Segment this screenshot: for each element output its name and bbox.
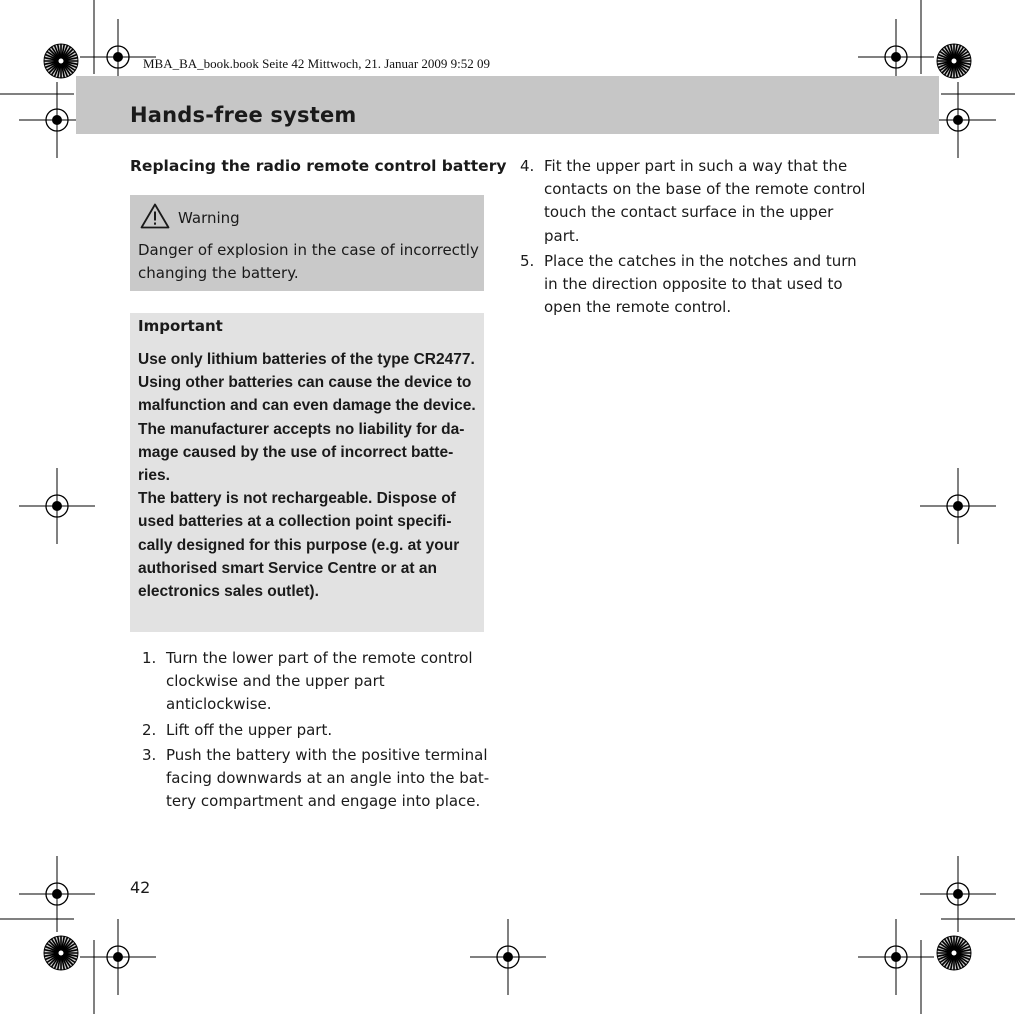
step-number: 1.: [142, 649, 157, 667]
warning-box: [130, 195, 484, 291]
important-label: Important: [138, 317, 223, 335]
step-text: Lift off the upper part.: [166, 720, 333, 739]
important-paragraphs: [138, 348, 480, 603]
page-heading: Replacing the radio remote control battery: [130, 157, 507, 175]
important-paragraph: The battery is not rechargeable. Dispose of used batteries at a collection point specifi-cally designed for this purpose (e.g. at your authorised smart Service Centre or at an electronics sales outlet).: [138, 490, 460, 601]
step-number: 4.: [520, 157, 535, 175]
step-number: 5.: [520, 251, 535, 270]
list-item: [130, 744, 490, 814]
step-text: Place the catches in the notches and turn in the direction opposite to that used to open the remote control.: [544, 251, 857, 317]
important-paragraph: The manufacturer accepts no liability for da-mage caused by the use of incorrect batte-ries.: [138, 420, 465, 485]
section-title: Hands-free system: [130, 103, 357, 127]
steps-list-right: [508, 155, 868, 321]
step-number: 3.: [142, 745, 157, 764]
list-item: [130, 719, 490, 742]
warning-label: Warning: [178, 209, 240, 227]
list-item: [508, 155, 868, 248]
step-text: Fit the upper part in such a way that the contacts on the base of the remote control touch the contact surface in the upper part.: [544, 157, 866, 245]
warning-triangle-icon: [140, 203, 170, 233]
list-item: [130, 647, 490, 717]
step-text: Push the battery with the positive terminal facing downwards at an angle into the bat-tery compartment and engage into place.: [166, 745, 490, 811]
important-paragraph: Use only lithium batteries of the type CR2477. Using other batteries can cause the device to malfunction and can even damage the device.: [138, 351, 476, 415]
warning-text: Danger of explosion in the case of incorrectly changing the battery.: [138, 241, 479, 282]
step-text: Turn the lower part of the remote control clockwise and the upper part anticlockwise.: [166, 649, 473, 714]
warning-header: [140, 203, 240, 233]
page-number: 42: [130, 878, 151, 897]
step-number: 2.: [142, 720, 157, 739]
steps-list-left: [130, 647, 490, 815]
important-box: [130, 313, 484, 632]
list-item: [508, 250, 868, 320]
print-slug: MBA_BA_book.book Seite 42 Mittwoch, 21. Januar 2009 9:52 09: [143, 56, 491, 71]
